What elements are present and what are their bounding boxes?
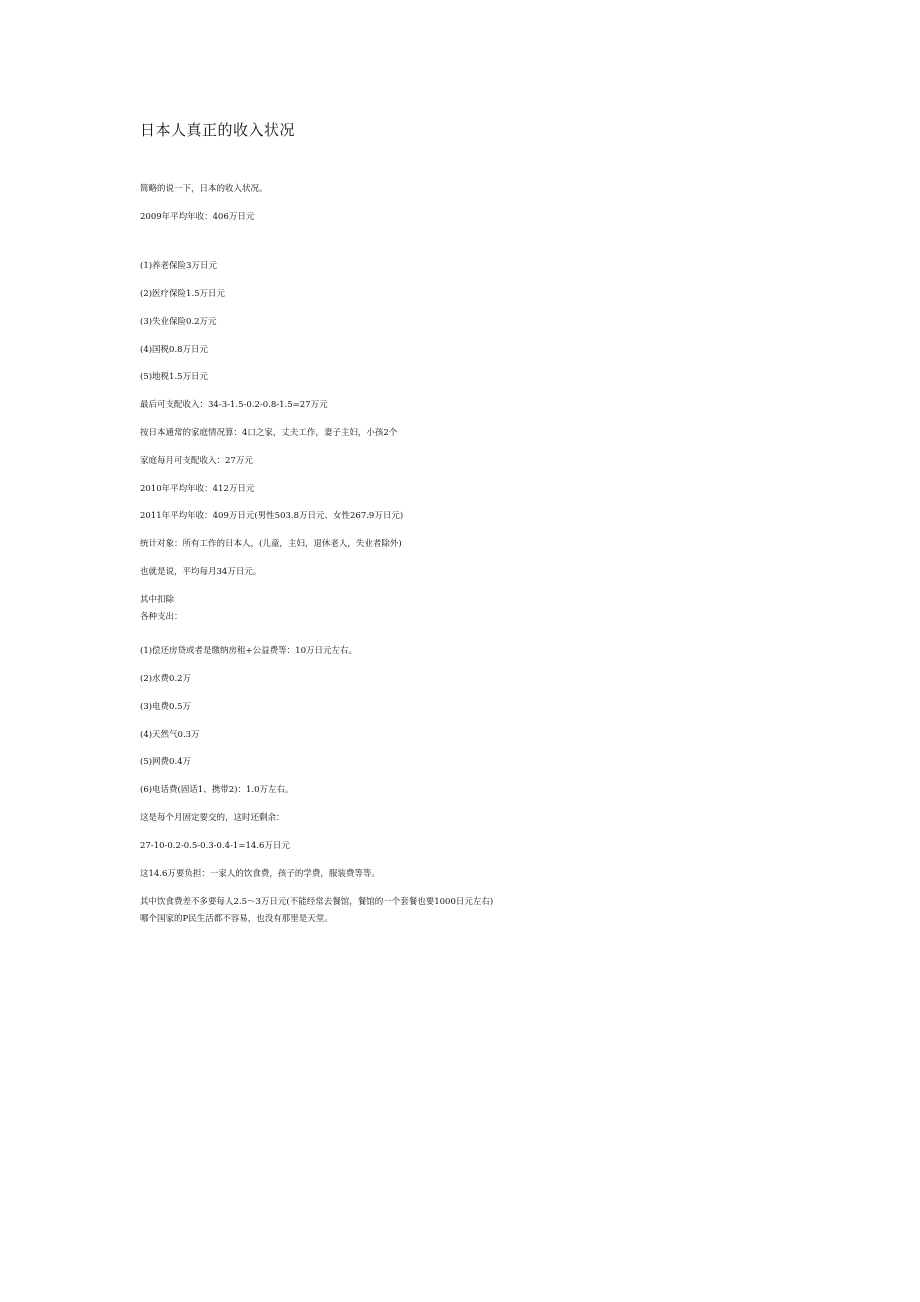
paragraph-line: (4)天然气0.3万 [140,730,200,740]
paragraph-line: (5)地税1.5万日元 [140,372,209,382]
paragraph-line: 这14.6万要负担：一家人的饮食费，孩子的学费，服装费等等。 [140,869,380,879]
paragraph-line: (3)电费0.5万 [140,702,192,712]
paragraph-line: (1)偿还房贷或者是缴纳房租+公益费等：10万日元左右。 [140,646,357,656]
paragraph-line: 按日本通常的家庭情况算：4口之家，丈夫工作，妻子主妇，小孩2个 [140,428,398,438]
paragraph-line: 2009年平均年收：406万日元 [140,212,255,222]
paragraph-line: 简略的说一下，日本的收入状况。 [140,184,268,194]
paragraph-line: 27-10-0.2-0.5-0.3-0.4-1=14.6万日元 [140,841,290,851]
paragraph-line: (5)网费0.4万 [140,757,192,767]
paragraph-line: (1)养老保险3万日元 [140,261,217,271]
paragraph-line: 统计对象：所有工作的日本人，(儿童，主妇，退休老人，失业者除外) [140,539,402,549]
paragraph-line: 这是每个月固定要交的，这时还剩余： [140,813,285,823]
paragraph-line: 也就是说，平均每月34万日元。 [140,567,262,577]
paragraph-line: 2011年平均年收：409万日元(男性503.8万日元、女性267.9万日元) [140,511,404,521]
paragraph-line: 哪个国家的P民生活都不容易，也没有那里是天堂。 [140,914,333,924]
paragraph-line: (2)医疗保险1.5万日元 [140,289,226,299]
paragraph-line: 其中扣除 [140,595,175,605]
paragraph-line: (4)国税0.8万日元 [140,345,209,355]
paragraph-line: 其中饮食费差不多要每人2.5～3万日元(不能经常去餐馆，餐馆的一个套餐也要1000日元左右) [140,897,494,907]
paragraph-line: (3)失业保险0.2万元 [140,317,217,327]
paragraph-line: 家庭每月可支配收入：27万元 [140,456,253,466]
paragraph-line: (6)电话费(固话1、携带2)：1.0万左右。 [140,785,294,795]
paragraph-line: 最后可支配收入：34-3-1.5-0.2-0.8-1.5=27万元 [140,400,328,410]
paragraph-line: 2010年平均年收：412万日元 [140,484,255,494]
paragraph-line: 各种支出： [140,612,183,622]
paragraph-line: (2)水费0.2万 [140,674,192,684]
document-title: 日本人真正的收入状况 [140,121,296,139]
